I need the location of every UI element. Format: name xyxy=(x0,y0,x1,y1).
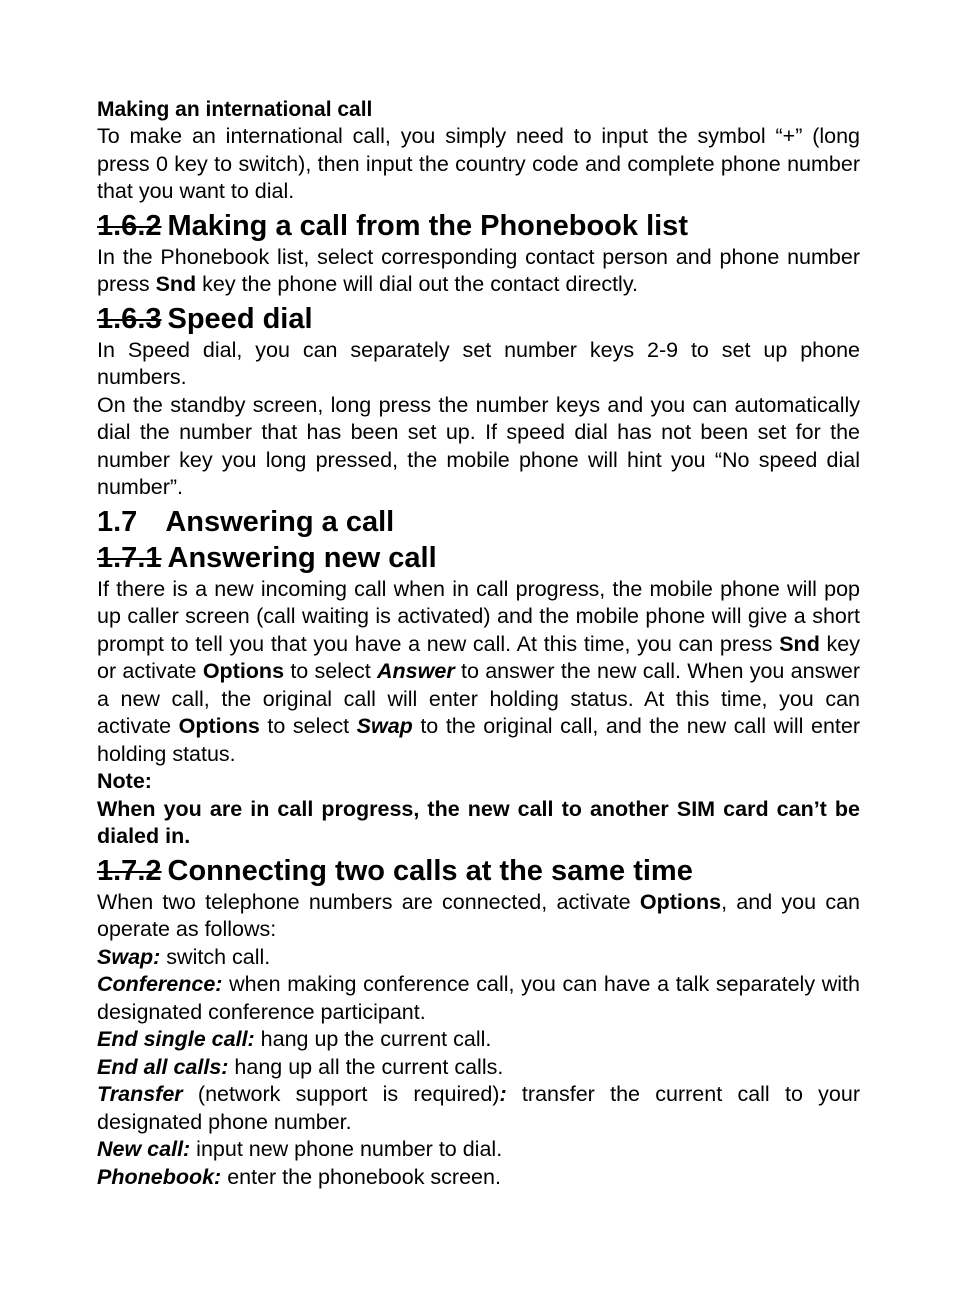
option-desc: when making conference call, you can have a talk separately with designated conference participant. xyxy=(97,972,860,1024)
option-term: Phonebook: xyxy=(97,1164,222,1189)
section-number: 1.6.2 xyxy=(97,209,162,242)
menu-name: Options xyxy=(639,889,722,914)
section-title: Speed dial xyxy=(167,302,313,335)
option-term: End all calls: xyxy=(97,1054,229,1079)
paragraph-speed-dial-2: On the standby screen, long press the number keys and you can automatically dial the number that has been set up. If speed dial has not been set for the number key you long pressed, the mobile phone will hint you “No speed dial number”. xyxy=(97,392,860,499)
option-desc: transfer the current call to your designated phone number. xyxy=(97,1082,861,1134)
subheading-international-call: Making an international call xyxy=(97,98,373,121)
text: key or activate xyxy=(97,631,860,683)
text: When two telephone numbers are connected, activate xyxy=(97,889,640,914)
option-term: End single call: xyxy=(97,1027,255,1051)
text: to select xyxy=(259,714,357,738)
option-colon: : xyxy=(499,1082,507,1106)
section-number: 1.7.2 xyxy=(97,854,162,887)
section-number: 1.6.3 xyxy=(97,302,162,335)
paragraph-answering-new-call xyxy=(97,576,860,769)
option-note: (network support is required) xyxy=(182,1082,500,1106)
option-item-end-single-call xyxy=(97,1026,860,1054)
option-item-transfer xyxy=(97,1081,860,1136)
text: If there is a new incoming call when in call progress, the mobile phone will pop up caller screen (call waiting is activated) and the mobile phone will give a short prompt to tell you that you have a new call. At this time, you can press xyxy=(97,576,860,656)
option-term: Transfer xyxy=(97,1082,183,1106)
key-name: Snd xyxy=(155,272,197,296)
option-item-new-call xyxy=(97,1136,860,1164)
key-name: Snd xyxy=(779,631,820,656)
paragraph-two-calls-intro xyxy=(97,889,860,944)
text: , and you can operate as follows: xyxy=(97,889,860,941)
note-text: When you are in call progress, the new call to another SIM card can’t be dialed in. xyxy=(97,796,860,848)
option-term: New call: xyxy=(97,1137,191,1161)
heading-1-6-3 xyxy=(97,301,860,337)
section-title: Making a call from the Phonebook list xyxy=(167,209,688,242)
heading-1-6-2 xyxy=(97,208,860,244)
text: to the original call, and the new call will enter holding status. xyxy=(97,714,860,766)
option-desc: enter the phonebook screen. xyxy=(221,1164,501,1189)
option-name: Answer xyxy=(377,659,455,683)
section-number: 1.7 xyxy=(97,505,138,538)
option-name: Swap xyxy=(356,714,413,738)
section-title: Answering new call xyxy=(167,541,437,574)
text: to select xyxy=(284,659,378,683)
paragraph-international-call: To make an international call, you simply need to input the symbol “+” (long press 0 key to switch), then input the country code and complete phone number that you want to dial. xyxy=(97,124,860,203)
option-item-swap xyxy=(97,944,860,972)
option-term: Conference: xyxy=(97,972,223,996)
text: key the phone will dial out the contact directly. xyxy=(196,272,638,296)
option-desc: switch call. xyxy=(160,944,271,969)
paragraph-speed-dial-1: In Speed dial, you can separately set number keys 2-9 to set up phone numbers. xyxy=(97,337,860,389)
heading-1-7-1 xyxy=(97,540,860,576)
section-title: Connecting two calls at the same time xyxy=(167,854,693,887)
option-desc: hang up all the current calls. xyxy=(228,1054,504,1079)
text: In the Phonebook list, select corresponding contact person and phone number press xyxy=(97,244,860,296)
menu-name: Options xyxy=(202,659,285,683)
note-label: Note: xyxy=(97,769,152,793)
section-title: Answering a call xyxy=(165,505,395,538)
text: to answer the new call. When you answer a new call, the original call will enter holding status. At this time, you can activate xyxy=(97,659,860,738)
menu-name: Options xyxy=(178,714,260,738)
section-number: 1.7.1 xyxy=(97,541,162,574)
heading-1-7-2 xyxy=(97,853,860,889)
heading-1-7 xyxy=(97,504,860,540)
option-term: Swap: xyxy=(97,944,161,969)
document-page xyxy=(97,96,860,1191)
option-desc: input new phone number to dial. xyxy=(190,1137,503,1161)
paragraph-phonebook-call xyxy=(97,244,860,299)
option-desc: hang up the current call. xyxy=(254,1027,492,1051)
option-item-phonebook xyxy=(97,1164,860,1192)
option-item-conference xyxy=(97,971,860,1026)
option-item-end-all-calls xyxy=(97,1054,860,1082)
